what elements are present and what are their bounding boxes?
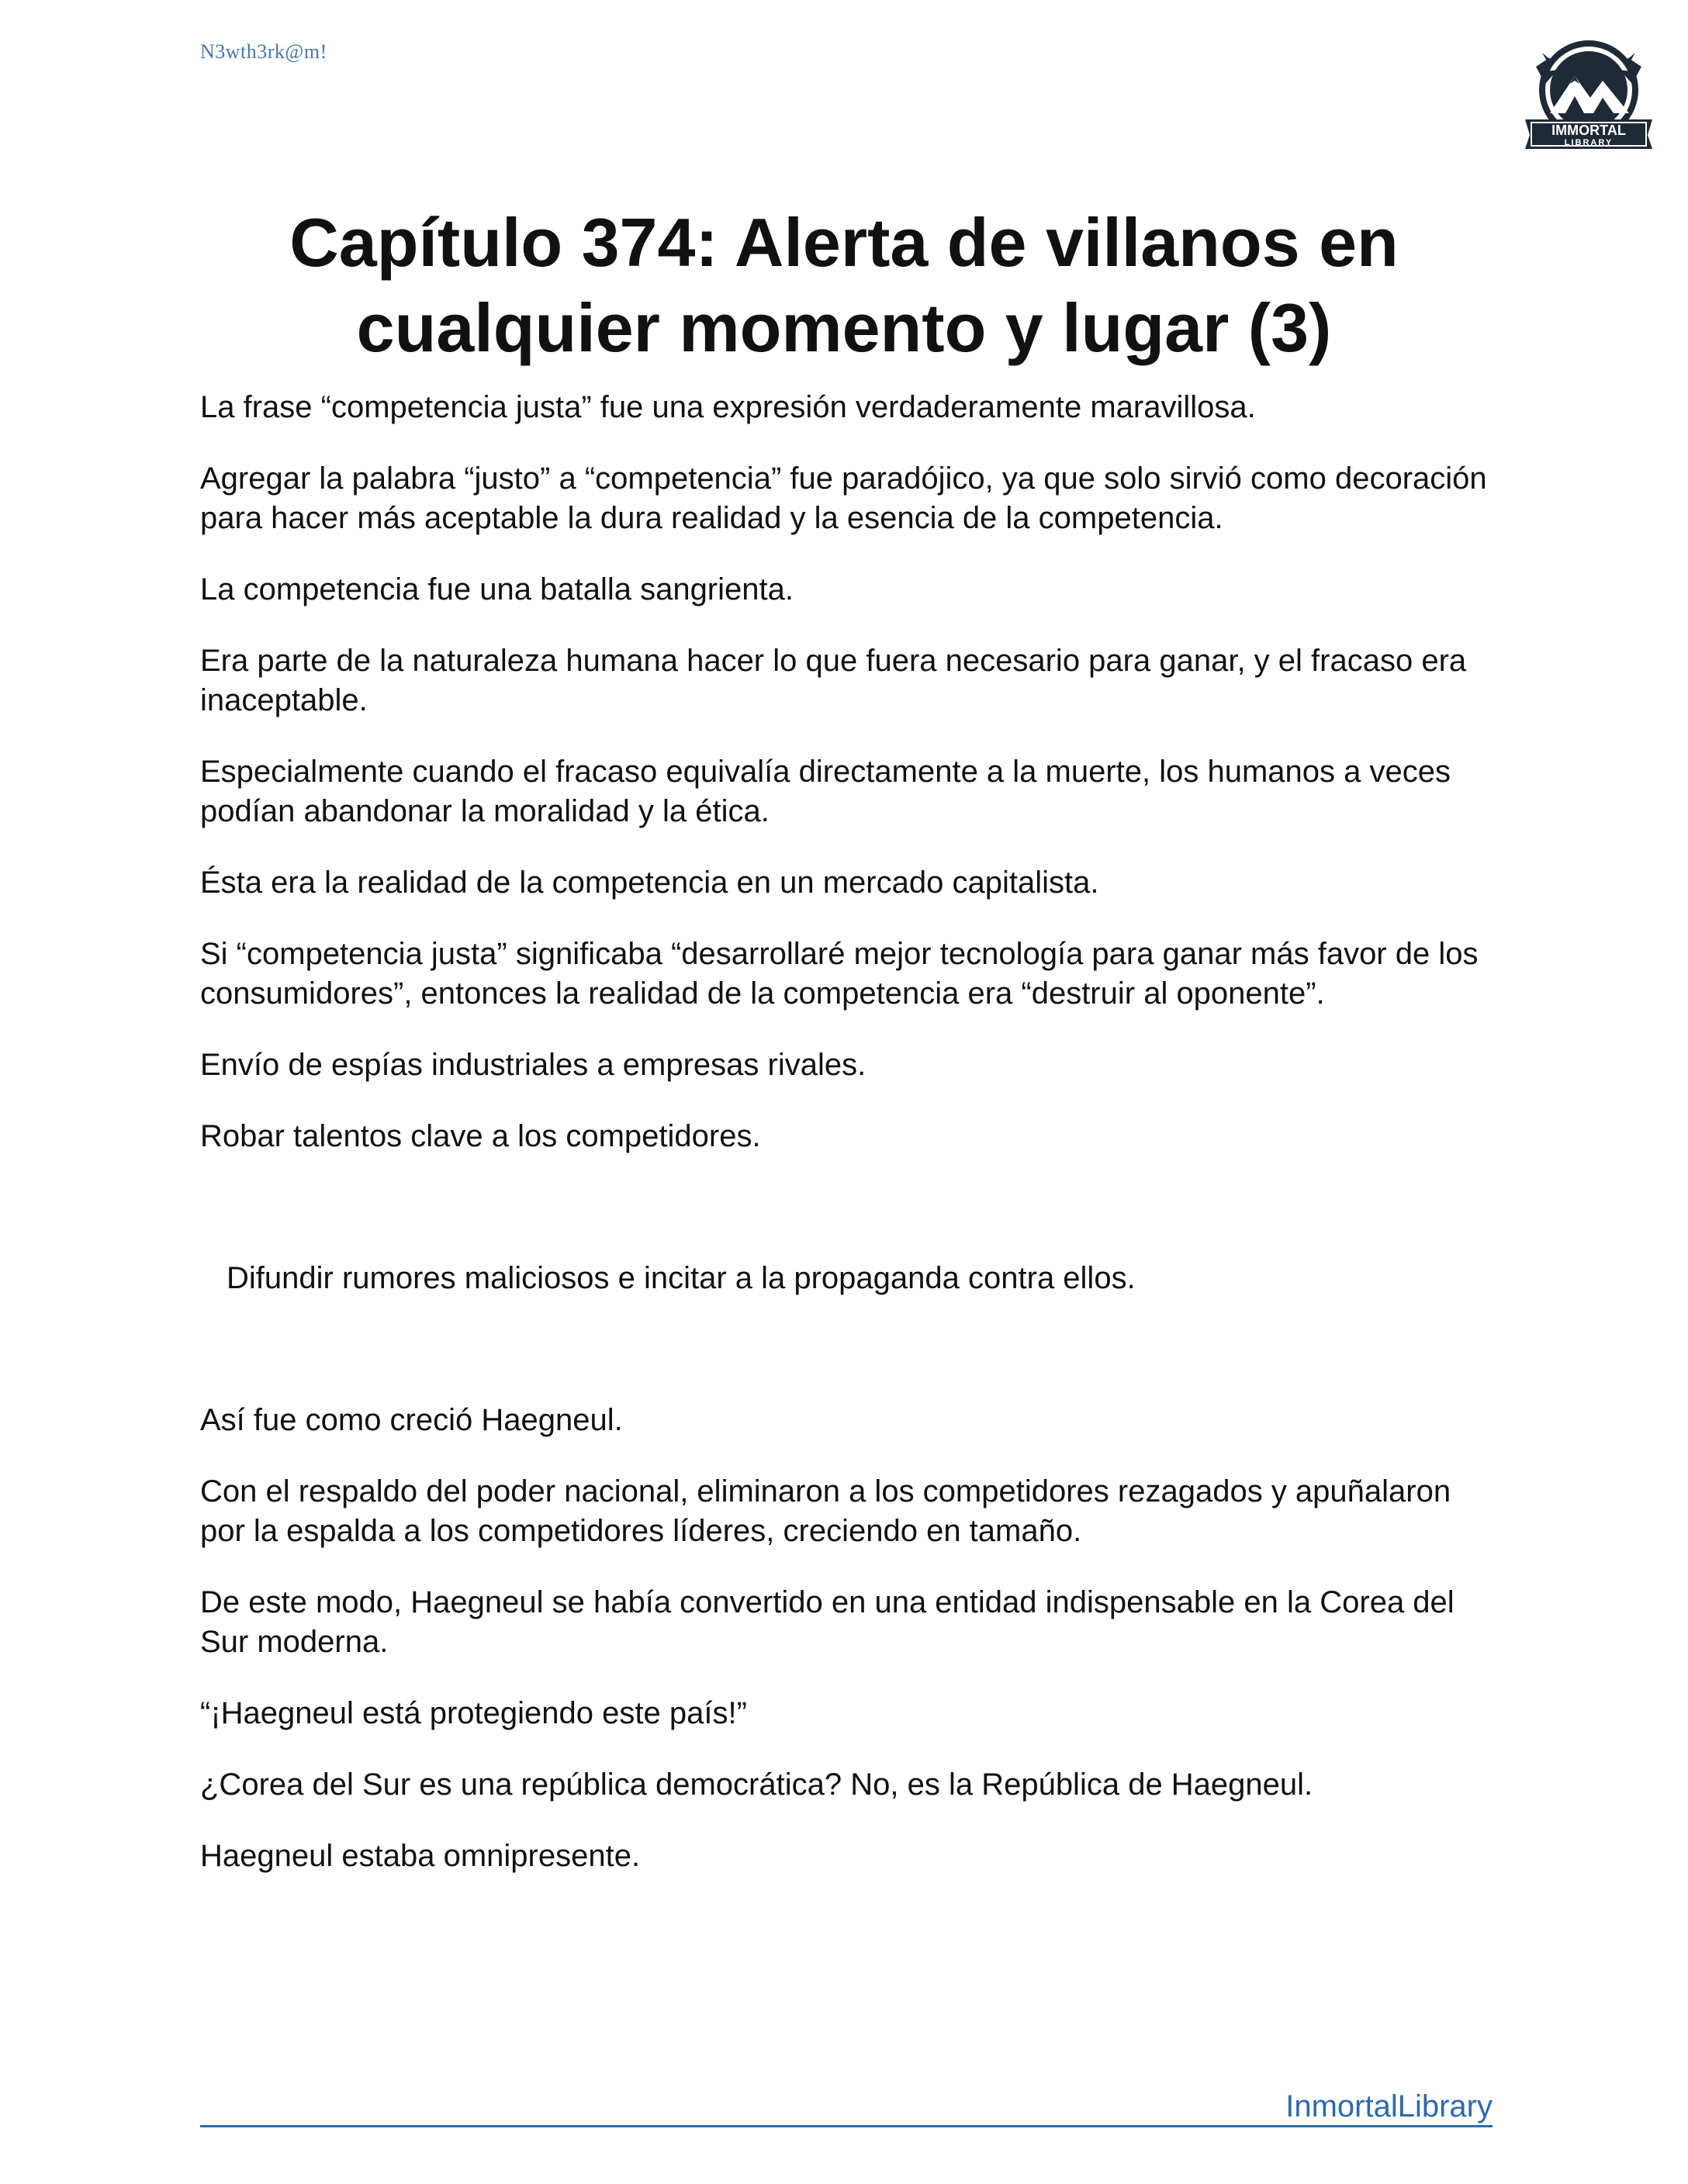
paragraph: Si “competencia justa” significaba “desarrollaré mejor tecnología para ganar más favor de los consumidores”, entonces la realidad de la competencia era “destruir al oponente”.	[200, 937, 1479, 1011]
immortal-library-logo-icon	[1519, 36, 1659, 160]
paragraph: Con el respaldo del poder nacional, eliminaron a los competidores rezagados y apuñalaron por la espalda a los competidores líderes, creciendo en tamaño.	[200, 1474, 1451, 1548]
paragraph: La frase “competencia justa” fue una expresión verdaderamente maravillosa.	[200, 390, 1256, 424]
paragraph: Envío de espías industriales a empresas rivales.	[200, 1048, 866, 1082]
paragraph: Robar talentos clave a los competidores.	[200, 1119, 761, 1153]
paragraph: Así fue como creció Haegneul.	[200, 1403, 623, 1437]
paragraph: De este modo, Haegneul se había convertido en una entidad indispensable en la Corea del Sur moderna.	[200, 1585, 1455, 1659]
paragraph: Haegneul estaba omnipresente.	[200, 1839, 641, 1873]
footer-divider	[200, 2125, 1493, 2127]
watermark-text: N3wth3rk@m!	[200, 40, 327, 63]
paragraph: La competencia fue una batalla sangrienta.	[200, 572, 794, 606]
footer-link[interactable]: InmortalLibrary	[1285, 2089, 1493, 2124]
paragraph: “¡Haegneul está protegiendo este país!”	[200, 1696, 747, 1730]
chapter-body	[200, 388, 1503, 1908]
logo-text-immortal: IMMORTAL	[1551, 123, 1626, 138]
paragraph: Agregar la palabra “justo” a “competencia” fue paradójico, ya que solo sirvió como decoración para hacer más aceptable la dura realidad y la esencia de la competencia.	[200, 461, 1487, 535]
paragraph: ¿Corea del Sur es una república democrática? No, es la República de Haegneul.	[200, 1768, 1313, 1802]
paragraph: Era parte de la naturaleza humana hacer lo que fuera necesario para ganar, y el fracaso era inaceptable.	[200, 644, 1467, 717]
paragraph: Especialmente cuando el fracaso equivalía directamente a la muerte, los humanos a veces podían abandonar la moralidad y la ética.	[200, 755, 1451, 828]
paragraph-indented: Difundir rumores maliciosos e incitar a la propaganda contra ellos.	[227, 1261, 1136, 1295]
chapter-title: Capítulo 374: Alerta de villanos en cualquier momento y lugar (3)	[289, 204, 1399, 366]
paragraph: Ésta era la realidad de la competencia en un mercado capitalista.	[200, 866, 1099, 900]
logo-text-library: LIBRARY	[1564, 138, 1614, 147]
